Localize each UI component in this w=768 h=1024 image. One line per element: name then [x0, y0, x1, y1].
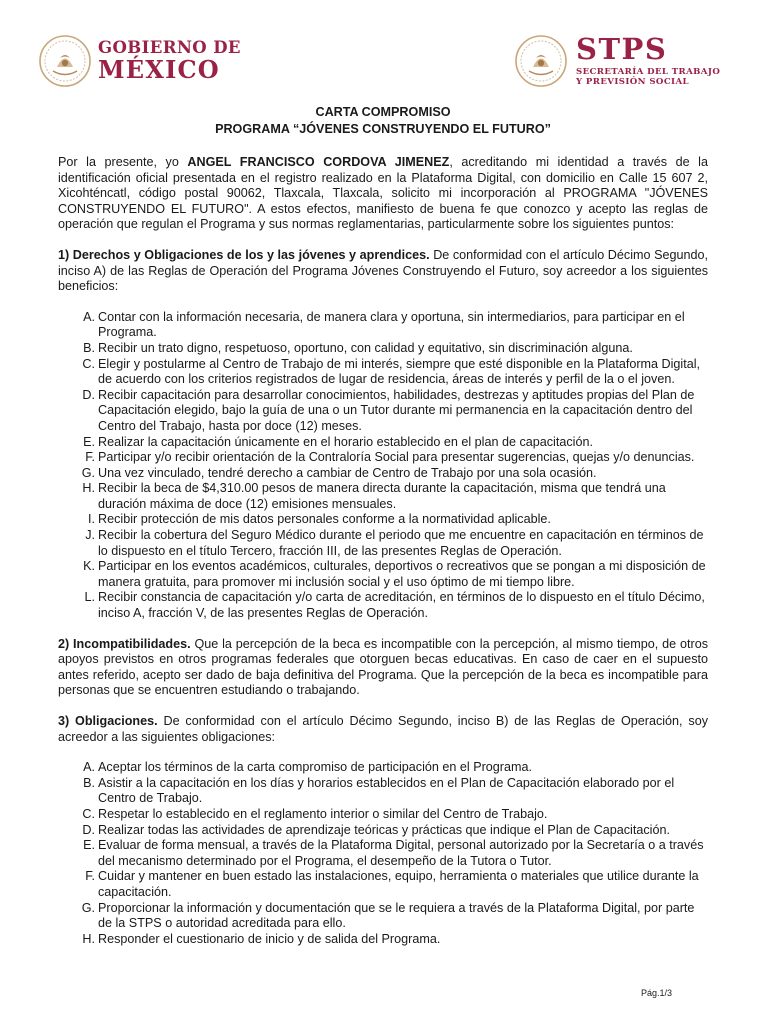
- list-item-text: Evaluar de forma mensual, a través de la Plataforma Digital, personal autorizado por la Secretaría o a través del mecanismo determinado por el Programa, el desempeño de la Tutora o Tutor.: [98, 838, 704, 868]
- stps-logo-title: STPS: [576, 31, 668, 66]
- list-item: [58, 341, 708, 357]
- list-item: [58, 932, 708, 948]
- list-item-letter: J.: [85, 528, 95, 543]
- list-item-letter: E.: [83, 434, 95, 449]
- list-item-text: Recibir la beca de $4,310.00 pesos de manera directa durante la capacitación, misma que tendrá una duración máxima de doce (12) emisiones mensuales.: [98, 481, 666, 511]
- list-item-letter: G.: [81, 900, 95, 915]
- list-item: [58, 807, 708, 823]
- page-header: [0, 0, 768, 100]
- list-item-text: Recibir un trato digno, respetuoso, oportuno, con calidad y equitativo, sin discriminación alguna.: [98, 340, 633, 355]
- list-item: [58, 760, 708, 776]
- list-item-text: Asistir a la capacitación en los días y horarios establecidos en el Plan de Capacitación elaborado por el Centro de Trabajo.: [98, 775, 675, 806]
- list-item-text: Elegir y postularme al Centro de Trabajo de mi interés, siempre que esté disponible en la Plataforma Digital, de acuerdo con los criterios registrados de lugar de residencia, áreas de interés y perfil de la o el joven.: [98, 356, 701, 387]
- list-item: [58, 435, 708, 451]
- list-item-letter: A.: [83, 760, 95, 775]
- list-item-letter: I.: [88, 512, 95, 527]
- gobierno-de-mexico-logo: [38, 34, 241, 88]
- section1-paragraph: [58, 248, 708, 295]
- list-item-text: Contar con la información necesaria, de manera clara y oportuna, sin intermediarios, para participar en el Programa.: [98, 309, 685, 340]
- list-item-letter: A.: [83, 309, 95, 324]
- list-item-text: Responder el cuestionario de inicio y de salida del Programa.: [98, 931, 441, 946]
- list-item-letter: F.: [85, 869, 95, 884]
- page-number: Pág.1/3: [641, 988, 673, 998]
- list-item-letter: K.: [83, 559, 95, 574]
- list-item: [58, 450, 708, 466]
- gobierno-logo-line2: MÉXICO: [98, 55, 220, 85]
- national-seal-icon: [514, 34, 568, 88]
- document-body: [58, 104, 708, 962]
- list-item-text: Participar y/o recibir orientación de la Contraloría Social para presentar sugerencias, quejas y/o denuncias.: [98, 450, 695, 465]
- person-name: ANGEL FRANCISCO CORDOVA JIMENEZ: [187, 155, 450, 169]
- list-item-text: Aceptar los términos de la carta compromiso de participación en el Programa.: [98, 760, 532, 775]
- list-item: [58, 838, 708, 869]
- section3-text: De conformidad con el artículo Décimo Segundo, inciso B) de las Reglas de Operación, soy acreedor a las siguientes obligaciones:: [58, 714, 708, 744]
- document-subtitle: PROGRAMA “JÓVENES CONSTRUYENDO EL FUTURO”: [215, 122, 551, 136]
- document-title: CARTA COMPROMISO: [315, 105, 451, 119]
- list-item-letter: E.: [83, 838, 95, 853]
- section3-list: [58, 760, 708, 947]
- list-item-letter: B.: [83, 775, 95, 790]
- list-item: [58, 869, 708, 900]
- national-seal-icon: [38, 34, 92, 88]
- list-item-text: Respetar lo establecido en el reglamento interior o similar del Centro de Trabajo.: [98, 806, 548, 821]
- list-item-letter: G.: [81, 465, 95, 480]
- list-item-text: Realizar la capacitación únicamente en el horario establecido en el plan de capacitación.: [98, 434, 593, 449]
- list-item: [58, 357, 708, 388]
- list-item-text: Recibir protección de mis datos personales conforme a la normatividad aplicable.: [98, 512, 551, 527]
- list-item-letter: D.: [82, 387, 95, 402]
- list-item: [58, 512, 708, 528]
- section1-text: De conformidad con el artículo Décimo Segundo, inciso A) de las Reglas de Operación del Programa Jóvenes Construyendo el Futuro, soy acreedor a los siguientes beneficios:: [58, 247, 708, 294]
- list-item: [58, 776, 708, 807]
- list-item-letter: D.: [82, 822, 95, 837]
- list-item-text: Participar en los eventos académicos, culturales, deportivos o recreativos que se pongan a mi disposición de manera gratuita, para promover mi inclusión social y el uso óptimo de mi tiempo libre.: [98, 559, 706, 589]
- list-item: [58, 528, 708, 559]
- list-item: [58, 590, 708, 621]
- list-item-text: Recibir la cobertura del Seguro Médico durante el periodo que me encuentre en capacitación en términos de lo dispuesto en el título Tercero, fracción III, de las presentes Reglas de Operación.: [98, 528, 704, 558]
- list-item-letter: H.: [82, 481, 95, 496]
- gobierno-logo-line1: GOBIERNO DE: [98, 37, 241, 57]
- list-item-text: Recibir constancia de capacitación y/o carta de acreditación, en términos de lo dispuesto en el título Décimo, inciso A, fracción V, de las presentes Reglas de Operación.: [98, 590, 705, 621]
- list-item: [58, 481, 708, 512]
- list-item-letter: H.: [82, 931, 95, 946]
- list-item-text: Una vez vinculado, tendré derecho a cambiar de Centro de Trabajo por una sola ocasión.: [98, 465, 597, 480]
- list-item-text: Recibir capacitación para desarrollar conocimientos, habilidades, destrezas y aptitudes propias del Plan de Capacitación elegido, bajo la guía de una o un Tutor durante mi permanencia en la capacitación dentro del Centro del Trabajo, hasta por doce (12) meses.: [98, 387, 695, 433]
- list-item-letter: C.: [82, 356, 95, 371]
- list-item-text: Realizar todas las actividades de aprendizaje teóricas y prácticas que indique el Plan de Capacitación.: [98, 822, 670, 837]
- list-item-letter: L.: [84, 590, 95, 605]
- list-item: [58, 559, 708, 590]
- list-item-letter: C.: [82, 806, 95, 821]
- list-item: [58, 901, 708, 932]
- intro-pre: Por la presente, yo: [58, 155, 188, 169]
- intro-paragraph: [58, 155, 708, 233]
- list-item-letter: F.: [85, 450, 95, 465]
- section1-list: [58, 310, 708, 622]
- list-item-letter: B.: [83, 340, 95, 355]
- list-item: [58, 388, 708, 435]
- section1-heading: 1) Derechos y Obligaciones de los y las jóvenes y aprendices.: [58, 247, 430, 262]
- list-item: [58, 310, 708, 341]
- intro-post: , acreditando mi identidad a través de la identificación oficial presentada en el registro realizado en la Plataforma Digital, con domicilio en Calle 15 607 2, Xicohténcatl, código postal 90062, Tlaxcala, Tlaxcala, solicito mi incorporación al PROGRAMA "JÓVENES CONSTRUYENDO EL FUTURO". A estos efectos, manifiesto de buena fe que conozco y acepto las reglas de operación que regulan el Programa y sus normas reglamentarias, particularmente sobre los siguientes puntos:: [58, 155, 708, 232]
- list-item-text: Proporcionar la información y documentación que se le requiera a través de la Plataforma Digital, por parte de la STPS o autoridad acreditada para ello.: [98, 900, 695, 931]
- stps-logo-subtitle-line1: SECRETARÍA DEL TRABAJO: [576, 66, 721, 77]
- section3-paragraph: [58, 714, 708, 745]
- list-item: [58, 466, 708, 482]
- list-item-text: Cuidar y mantener en buen estado las instalaciones, equipo, herramienta o materiales que utilice durante la capacitación.: [98, 869, 699, 899]
- section2-paragraph: [58, 637, 708, 699]
- stps-logo-subtitle-line2: Y PREVISIÓN SOCIAL: [576, 76, 689, 87]
- section3-heading: 3) Obligaciones.: [58, 714, 158, 728]
- section2-heading: 2) Incompatibilidades.: [58, 636, 191, 651]
- list-item: [58, 823, 708, 839]
- section2-text: Que la percepción de la beca es incompatible con la percepción, al mismo tiempo, de otros apoyos previstos en otros programas federales que otorguen becas educativas. En caso de caer en el supuesto antes referido, acepto ser dado de baja definitiva del Programa. Que la percepción de la beca es incompatible para personas que se encuentren estudiando o trabajando.: [58, 636, 708, 698]
- stps-logo: [514, 31, 721, 88]
